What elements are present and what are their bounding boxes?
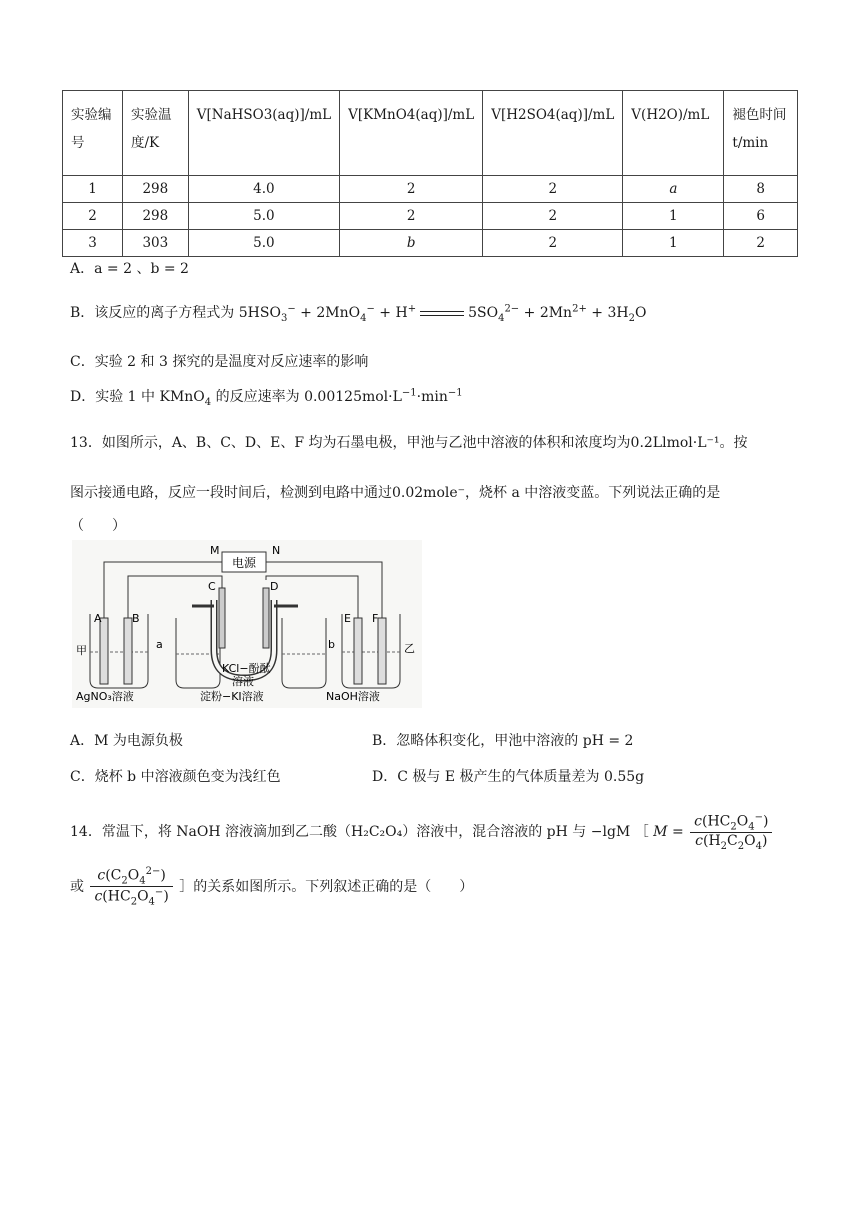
option-text: B．该反应的离子方程式为: [70, 305, 235, 321]
question-text: ，烧杯 a 中溶液变蓝。下列说法正确的是: [465, 485, 721, 501]
agno3-label: AgNO₃溶液: [76, 690, 134, 703]
starch-ki-label: 淀粉−KI溶液: [200, 690, 264, 703]
electrode-d-label: D: [270, 580, 279, 593]
cell-jia-label: 甲: [76, 644, 87, 657]
q13-option-d: D．C 极与 E 极产生的气体质量差为 0.55g: [372, 769, 645, 785]
equals-sign: [420, 311, 464, 316]
table-cell: 3: [63, 230, 123, 257]
fraction-numerator: $c(C_2O_4^{2-})$: [90, 866, 172, 887]
q13-option-a: A．M 为电源负极: [70, 733, 183, 749]
fraction-numerator: $c(HC_2O_4^-)$: [690, 812, 772, 833]
electrode-c-label: C: [208, 580, 216, 593]
table-cell: 2: [483, 203, 623, 230]
formula: KMnO$_4$: [159, 389, 212, 408]
kcl-label-2: 溶液: [232, 675, 254, 688]
q12-option-b: [70, 302, 646, 324]
header-cell: 褪色时间 t/min: [724, 91, 798, 176]
q13-line-3: （ ）: [70, 518, 126, 534]
q14-line-2: [70, 866, 473, 908]
table-cell: 1: [623, 203, 724, 230]
table-row: [63, 230, 798, 257]
beaker-a-label: a: [156, 638, 163, 651]
table-cell: 1: [623, 230, 724, 257]
header-cell: 实验温度/K: [123, 91, 189, 176]
terminal-n-label: N: [272, 544, 281, 557]
header-cell: 实验编号: [63, 91, 123, 176]
q12-option-c: C．实验 2 和 3 探究的是温度对反应速率的影响: [70, 354, 369, 370]
concentration: 0.2Llmol·L⁻¹: [630, 435, 720, 451]
table-row: [63, 176, 798, 203]
q12-option-d: [70, 386, 463, 408]
electrode-f-label: F: [372, 612, 379, 625]
question-text: 13．如图所示，A、B、C、D、E、F 均为石墨电极，甲池与乙池中溶液的体积和浓度均为: [70, 435, 631, 451]
electrode-f: [378, 618, 386, 684]
naoh-label: NaOH溶液: [326, 690, 380, 703]
electrode-b: [124, 618, 132, 684]
table-row: [63, 203, 798, 230]
power-label: 电源: [231, 556, 257, 570]
table-cell: 2: [724, 230, 798, 257]
electrode-d: [263, 588, 269, 648]
table-cell: b: [340, 230, 483, 257]
electrolysis-figure: [72, 540, 422, 708]
electrode-a: [100, 618, 108, 684]
q12-option-a: A．a = 2 、b = 2: [70, 261, 189, 277]
table-cell: 2: [340, 176, 483, 203]
header-cell: V[H2SO4(aq)]/mL: [483, 91, 623, 176]
header-cell: V[KMnO4(aq)]/mL: [340, 91, 483, 176]
table-cell: 298: [123, 176, 189, 203]
electrode-c: [219, 588, 225, 648]
table-cell: 6: [724, 203, 798, 230]
ratio-fraction-2: [90, 866, 172, 908]
ratio-fraction-1: [690, 812, 772, 852]
table-cell: 1: [63, 176, 123, 203]
table-cell: 4.0: [188, 176, 339, 203]
q13-option-b: B．忽略体积变化，甲池中溶液的 pH = 2: [372, 733, 634, 749]
question-text: 或: [70, 878, 84, 895]
question-text: 14．常温下，将 NaOH 溶液滴加到乙二酸（H₂C₂O₄）溶液中，混合溶液的 pH 与 −lgM ［: [70, 824, 649, 841]
table-cell: 2: [63, 203, 123, 230]
table-cell: a: [623, 176, 724, 203]
q13-line-1: [70, 432, 748, 452]
electrode-b-label: B: [132, 612, 140, 625]
cell-yi-label: 乙: [404, 642, 415, 655]
variable-m: M: [653, 824, 668, 841]
equation: $5HSO_3^- + 2MnO_4^- + H^+$ $5SO_4^{2-} + 2Mn^{2+} + 3H_2O$: [238, 303, 647, 324]
beaker-b-label: b: [328, 638, 335, 651]
formula: $0.00125mol\cdot L^{-1}\cdot\min^{-1}$: [304, 387, 463, 405]
table-cell: 8: [724, 176, 798, 203]
option-text: 的反应速率为: [215, 389, 300, 405]
terminal-m-label: M: [210, 544, 220, 557]
q13-option-c: C．烧杯 b 中溶液颜色变为浅红色: [70, 769, 281, 785]
table-cell: 2: [483, 230, 623, 257]
q13-line-2: [70, 482, 720, 502]
electrode-e: [354, 618, 362, 684]
table-cell: 5.0: [188, 203, 339, 230]
header-cell: V(H2O)/mL: [623, 91, 724, 176]
kcl-label: KCl−酚酞: [222, 662, 271, 675]
option-text: D．实验 1 中: [70, 389, 156, 405]
table-cell: 303: [123, 230, 189, 257]
table-cell: 2: [483, 176, 623, 203]
fraction-denominator: $c(HC_2O_4^-)$: [94, 887, 169, 908]
header-cell: V[NaHSO3(aq)]/mL: [188, 91, 339, 176]
charge: 0.02mole⁻: [392, 485, 466, 501]
question-text: 图示接通电路，反应一段时间后，检测到电路中通过: [70, 485, 392, 501]
electrode-e-label: E: [344, 612, 351, 625]
table-cell: 5.0: [188, 230, 339, 257]
electrode-a-label: A: [94, 612, 102, 625]
experiment-table: [62, 90, 798, 257]
table-cell: 298: [123, 203, 189, 230]
table-cell: 2: [340, 203, 483, 230]
fraction-denominator: $c(H_2C_2O_4)$: [695, 833, 768, 853]
question-text: 。按: [719, 435, 748, 451]
table-header-row: [63, 91, 798, 176]
question-text: ］的关系如图所示。下列叙述正确的是（ ）: [179, 878, 474, 895]
q14-line-1: 14．常温下，将 NaOH 溶液滴加到乙二酸（H₂C₂O₄）溶液中，混合溶液的 pH 与 −lgM ［ M = $\frac{c(HC_2O_4^-)}{c(H_2C_2O_4)}$: [70, 812, 774, 852]
